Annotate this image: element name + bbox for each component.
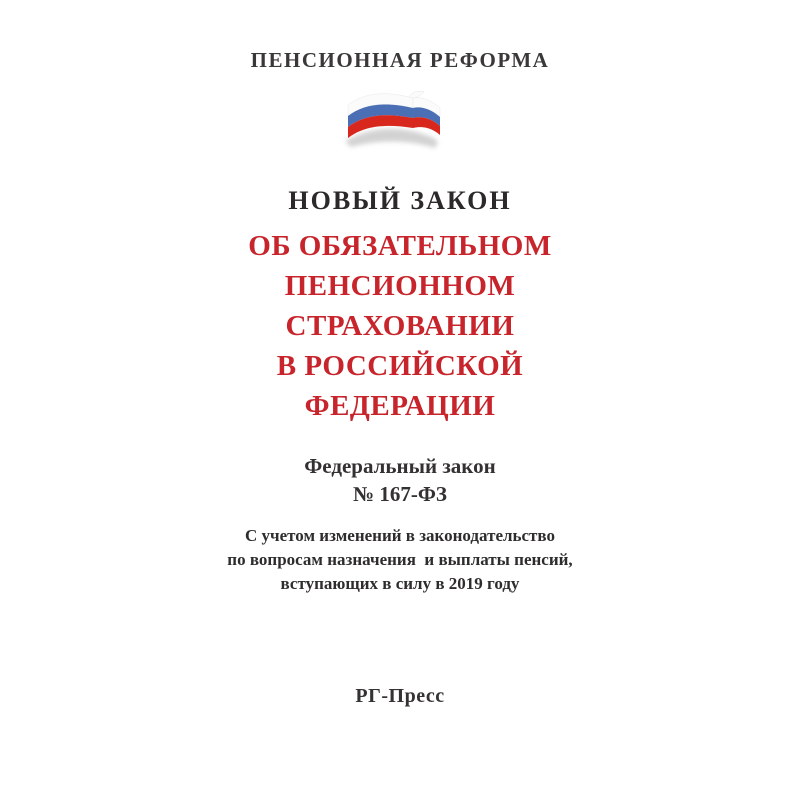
note-line: вступающих в силу в 2019 году [280,574,520,593]
note-line: С учетом изменений в законодательство [245,526,555,545]
law-reference [0,452,800,508]
book-title-line: В РОССИЙСКОЙ [276,350,524,382]
book-title-line: СТРАХОВАНИИ [285,310,515,342]
series-title: ПЕНСИОННАЯ РЕФОРМА [250,48,550,72]
book-title [0,226,800,426]
book-title-line: ПЕНСИОННОМ [284,270,516,302]
amendments-note [0,524,800,596]
russian-flag-icon [325,85,475,165]
edition-heading: НОВЫЙ ЗАКОН [288,186,512,215]
book-title-line: ОБ ОБЯЗАТЕЛЬНОМ [248,230,552,262]
publisher-name: РГ-Пресс [355,685,445,707]
flag-shadow-shape [345,129,438,148]
law-number: № 167-ФЗ [353,482,447,506]
note-line: по вопросам назначения и выплаты пенсий, [227,550,573,569]
law-type-label: Федеральный закон [304,454,496,478]
book-title-line: ФЕДЕРАЦИИ [304,390,496,422]
